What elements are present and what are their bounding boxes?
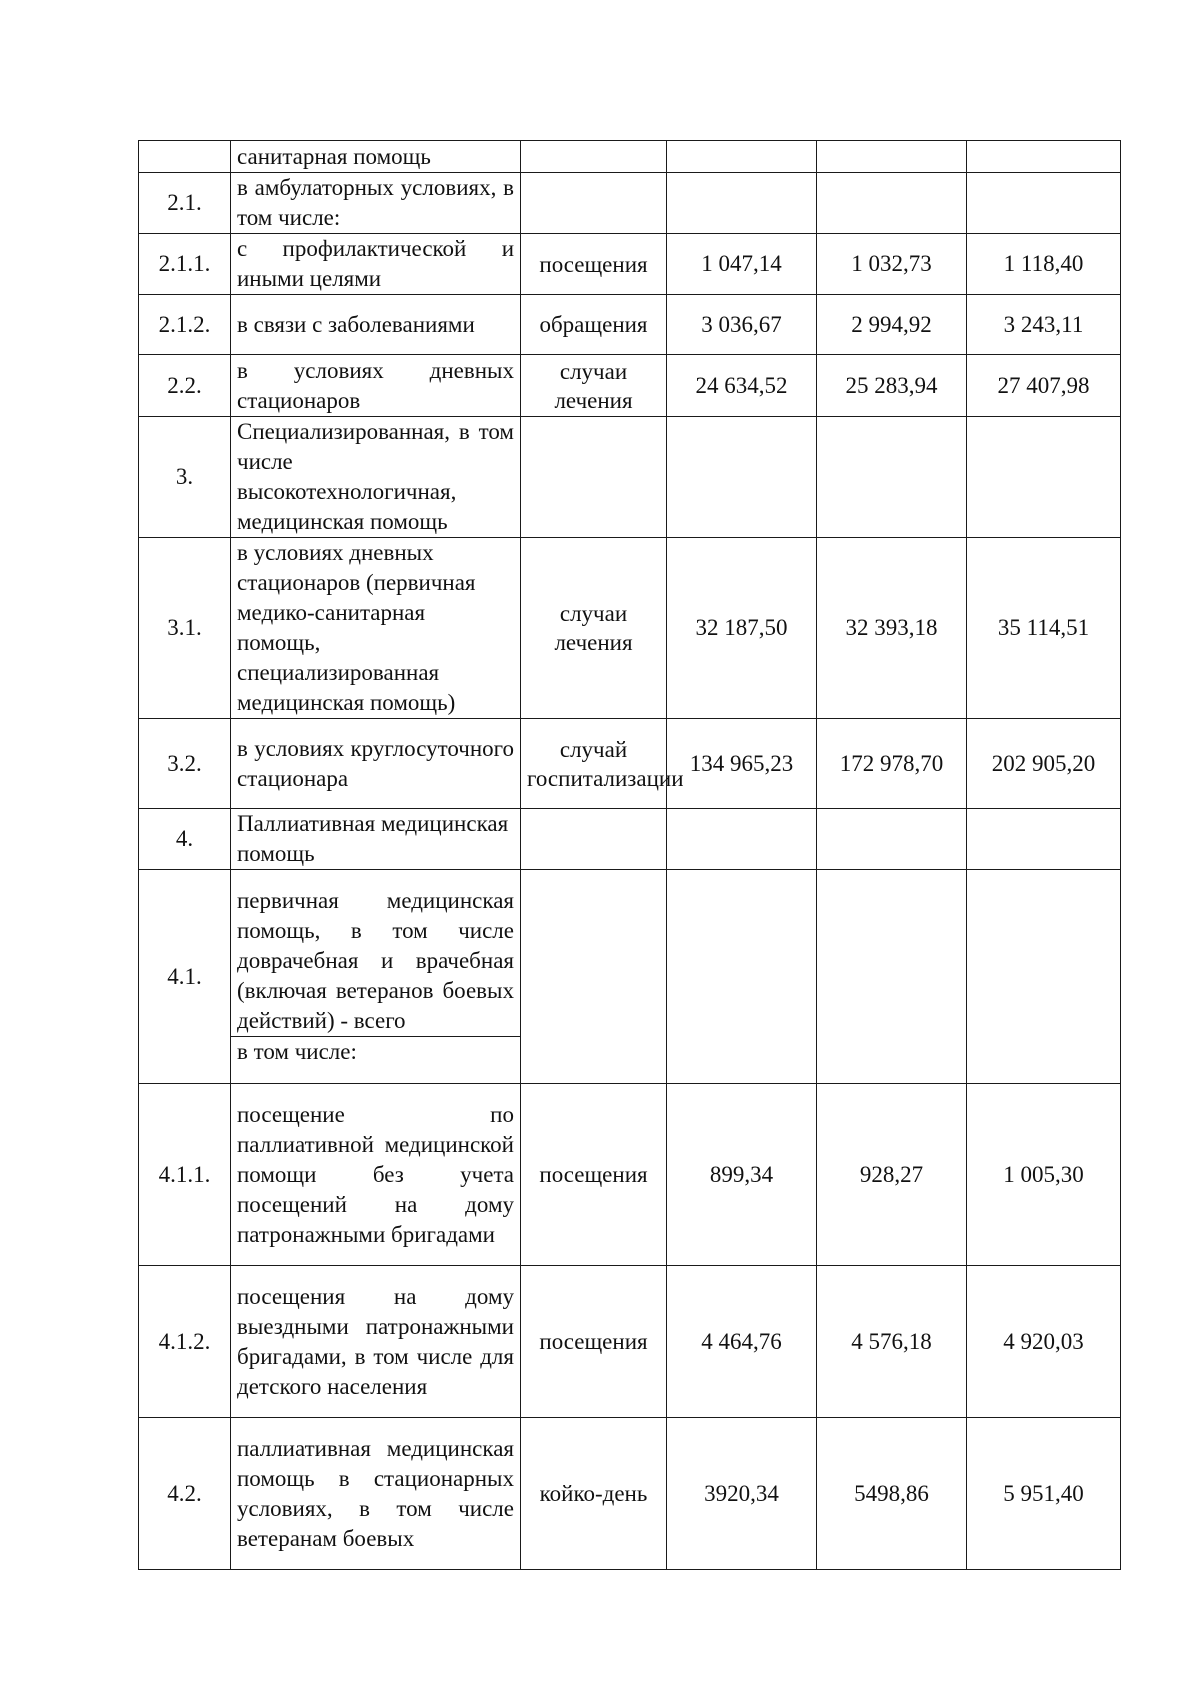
table-row [139,355,1121,417]
row-name: Паллиативная медицинская помощь [231,809,521,870]
table-row [139,173,1121,234]
row-number: 4.1.2. [139,1266,231,1418]
row-value-1 [667,173,817,234]
row-number: 4.2. [139,1418,231,1570]
row-name: в связи с заболеваниями [231,295,521,355]
row-value-3: 202 905,20 [967,719,1121,809]
table-row [139,234,1121,295]
row-number: 3.2. [139,719,231,809]
row-unit [521,417,667,538]
row-value-2: 2 994,92 [817,295,967,355]
row-value-2: 1 032,73 [817,234,967,295]
row-name: в условиях дневных стационаров [231,355,521,417]
row-unit: посещения [521,234,667,295]
table-row [139,1418,1121,1570]
row-value-3 [967,870,1121,1084]
row-name-cell [231,870,521,1084]
row-value-2: 928,27 [817,1084,967,1266]
row-number: 4.1.1. [139,1084,231,1266]
row-value-3: 1 005,30 [967,1084,1121,1266]
row-unit: посещения [521,1266,667,1418]
row-number: 4. [139,809,231,870]
row-unit: койко-день [521,1418,667,1570]
row-value-1 [667,870,817,1084]
row-value-3: 35 114,51 [967,538,1121,719]
row-number: 3. [139,417,231,538]
row-name: первичная медицинская помощь, в том числе доврачебная и врачебная (включая ветеранов боевых действий) - всего [237,888,514,1033]
row-value-3 [967,417,1121,538]
row-name: санитарная помощь [231,141,521,173]
row-value-2 [817,173,967,234]
row-unit [521,173,667,234]
row-name: посещение по паллиативной медицинской помощи без учета посещений на дому патронажными бригадами [231,1084,521,1266]
row-name: Специализированная, в том числе высокотехнологичная, медицинская помощь [231,417,521,538]
row-name: в условиях круглосуточного стационара [231,719,521,809]
row-value-1: 24 634,52 [667,355,817,417]
row-number: 4.1. [139,870,231,1084]
row-unit: посещения [521,1084,667,1266]
row-value-1: 1 047,14 [667,234,817,295]
row-unit: случаи лечения [521,355,667,417]
row-value-1 [667,809,817,870]
row-number: 3.1. [139,538,231,719]
row-value-3: 3 243,11 [967,295,1121,355]
row-value-2: 25 283,94 [817,355,967,417]
row-value-3: 5 951,40 [967,1418,1121,1570]
row-name: с профилактической и иными целями [231,234,521,295]
row-unit: обращения [521,295,667,355]
row-number: 2.2. [139,355,231,417]
row-name: в условиях дневных стационаров (первичная медико-санитарная помощь, специализированная медицинская помощь) [231,538,521,719]
row-value-3: 27 407,98 [967,355,1121,417]
row-value-2: 4 576,18 [817,1266,967,1418]
table-row [139,295,1121,355]
row-value-2 [817,141,967,173]
row-value-1 [667,417,817,538]
row-unit: случай госпитализации [521,719,667,809]
table-row [139,1266,1121,1418]
row-value-1: 3 036,67 [667,295,817,355]
row-value-3: 1 118,40 [967,234,1121,295]
table-row [139,719,1121,809]
row-value-2 [817,870,967,1084]
row-number: 2.1.2. [139,295,231,355]
row-subname: в том числе: [231,1036,520,1067]
table-row [139,538,1121,719]
row-name: посещения на дому выездными патронажными бригадами, в том числе для детского населения [231,1266,521,1418]
table-row [139,870,1121,1084]
row-value-3: 4 920,03 [967,1266,1121,1418]
row-number: 2.1. [139,173,231,234]
row-unit: случаи лечения [521,538,667,719]
row-unit [521,870,667,1084]
row-name: в амбулаторных условиях, в том числе: [231,173,521,234]
row-name: паллиативная медицинская помощь в стационарных условиях, в том числе ветеранам боевых [231,1418,521,1570]
table-row [139,141,1121,173]
row-value-1: 899,34 [667,1084,817,1266]
row-unit [521,141,667,173]
row-number: 2.1.1. [139,234,231,295]
row-value-1: 4 464,76 [667,1266,817,1418]
row-value-3 [967,141,1121,173]
table-row [139,1084,1121,1266]
row-value-2: 32 393,18 [817,538,967,719]
row-value-3 [967,809,1121,870]
row-number [139,141,231,173]
tariff-table [138,140,1121,1570]
row-value-2: 172 978,70 [817,719,967,809]
row-value-1 [667,141,817,173]
row-value-2: 5498,86 [817,1418,967,1570]
row-value-2 [817,809,967,870]
row-value-3 [967,173,1121,234]
row-value-1: 3920,34 [667,1418,817,1570]
table-row [139,417,1121,538]
row-value-1: 32 187,50 [667,538,817,719]
row-unit [521,809,667,870]
table-row [139,809,1121,870]
row-value-2 [817,417,967,538]
row-value-1: 134 965,23 [667,719,817,809]
